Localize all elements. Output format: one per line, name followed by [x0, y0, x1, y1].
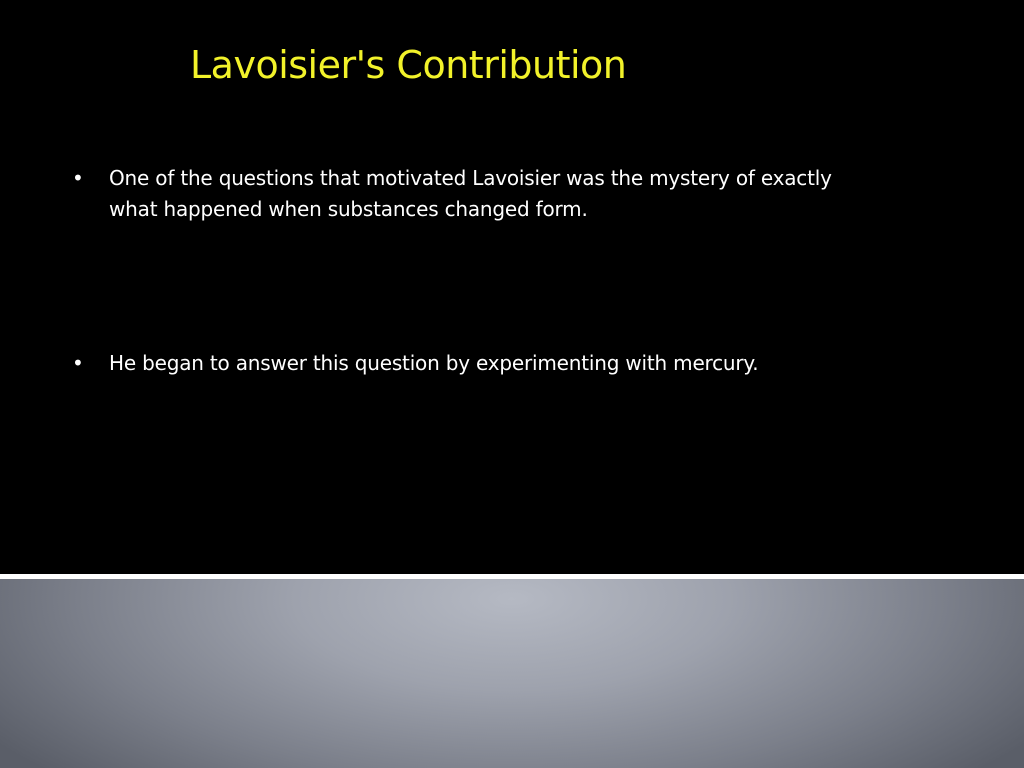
bullet-text: He began to answer this question by experimenting with mercury.	[109, 351, 759, 375]
bullet-item	[72, 163, 882, 225]
slide-title: Lavoisier's Contribution	[190, 43, 627, 87]
bullet-item	[72, 348, 882, 379]
bullet-text: One of the questions that motivated Lavoisier was the mystery of exactly what happened when substances changed form.	[109, 166, 832, 221]
footer-gradient-band	[0, 579, 1024, 768]
bullet-dot-icon: •	[72, 166, 84, 190]
bullet-dot-icon: •	[72, 351, 84, 375]
